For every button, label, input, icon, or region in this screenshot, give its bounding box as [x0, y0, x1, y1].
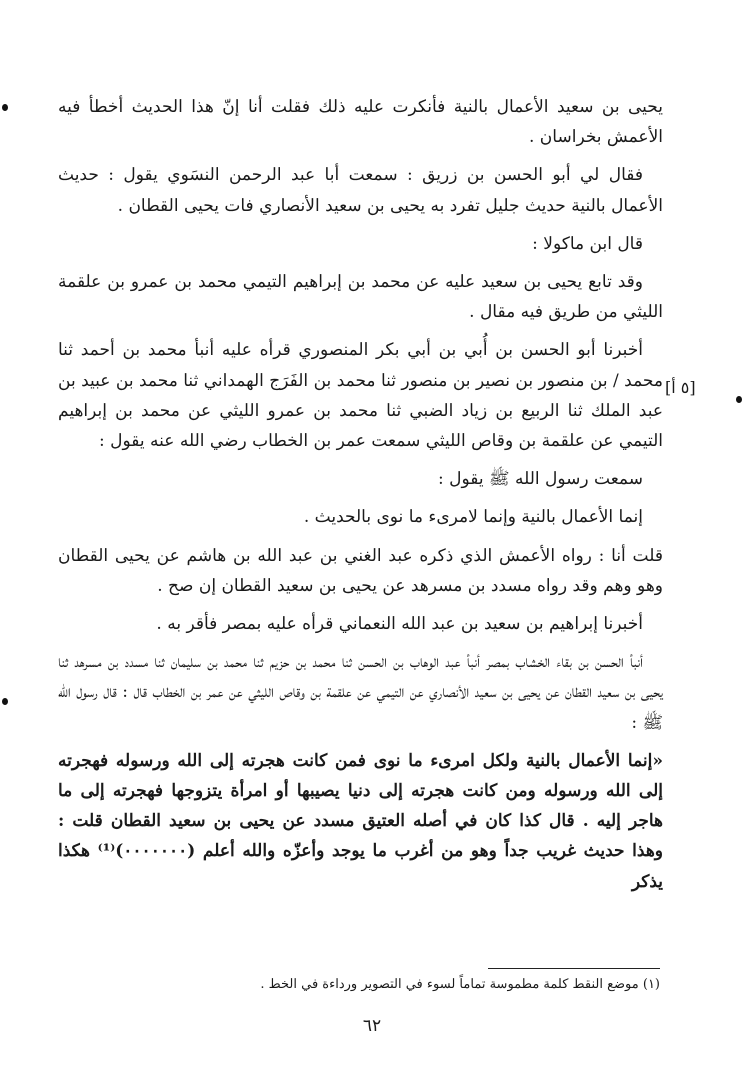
- paragraph: قال ابن ماكولا :: [532, 233, 643, 254]
- paragraph: وقد تابع يحيى بن سعيد عليه عن محمد بن إبراهيم التيمي محمد بن عمرو بن علقمة الليثي من طريق فيه مقال .: [58, 272, 663, 323]
- paragraph: فقال لي أبو الحسن بن زريق : سمعت أبا عبد الرحمن النسَوي يقول : حديث الأعمال بالنية حديث جليل تفرد به يحيى بن سعيد الأنصاري فات يحيى القطان .: [58, 165, 663, 216]
- main-text: [58, 92, 663, 905]
- binding-mark: [2, 104, 8, 111]
- paragraph: أنبأ الحسن بن بقاء الخشاب بمصر أنبأ عبد الوهاب بن الحسن ثنا محمد بن حزيم ثنا محمد بن سليمان ثنا مسدد بن مسرهد ثنا يحيى بن سعيد القطان عن يحيى بن سعيد الأنصاري عن التيمي عن علقمة بن وقاص الليثي عن عمر بن الخطاب قال : قال رسول الله ﷺ :: [58, 652, 663, 733]
- manuscript-folio-marker: [٥ أ]: [665, 378, 696, 397]
- paragraph: قلت أنا : رواه الأعمش الذي ذكره عبد الغني بن عبد الله بن هاشم عن يحيى القطان وهو وهم وقد رواه مسدد بن مسرهد عن يحيى بن سعيد القطان إن صح .: [58, 545, 663, 596]
- binding-mark: [736, 396, 742, 403]
- footnote: (١) موضع النقط كلمة مطموسة تماماً لسوء في التصوير ورداءة في الخط .: [260, 977, 660, 992]
- footnote-divider: [488, 968, 660, 969]
- paragraph: أخبرنا أبو الحسن بن أُبي بن أبي بكر المنصوري قرأه عليه أنبأ محمد بن أحمد ثنا محمد / بن منصور بن نصير بن منصور ثنا محمد بن الفَرَج الهمداني ثنا محمد بن عبيد بن عبد الملك ثنا الربيع بن زياد الضبي ثنا محمد بن عمرو الليثي عن محمد بن إبراهيم التيمي عن علقمة بن وقاص الليثي سمعت عمر بن الخطاب رضي الله عنه يقول :: [58, 340, 663, 452]
- paragraph: يحيى بن سعيد الأعمال بالنية فأنكرت عليه ذلك فقلت أنا إنّ هذا الحديث أخطأ فيه الأعمش بخراسان .: [58, 97, 663, 148]
- page-number: ٦٢: [362, 1016, 382, 1036]
- hadith-quote: «إنما الأعمال بالنية ولكل امرىء ما نوى فمن كانت هجرته إلى الله ورسوله فهجرته إلى الله ورسوله ومن كانت هجرته إلى دنيا يصيبها أو امرأة يتزوجها فهجرته إلى ما هاجر إليه . قال كذا كان في أصله العتيق مسدد عن يحيى بن سعيد القطان قلت : وهذا حديث غريب جداً وهو من أغرب ما يوجد وأعزّه والله أعلم (٠٠٠٠٠٠٠)⁽¹⁾ هكذا يذكر: [58, 750, 663, 892]
- paragraph: أخبرنا إبراهيم بن سعيد بن عبد الله النعماني قرأه عليه بمصر فأقر به .: [156, 614, 643, 635]
- paragraph: سمعت رسول الله ﷺ يقول :: [438, 469, 643, 490]
- paragraph: إنما الأعمال بالنية وإنما لامرىء ما نوى بالحديث .: [303, 507, 643, 528]
- binding-mark: [2, 698, 8, 705]
